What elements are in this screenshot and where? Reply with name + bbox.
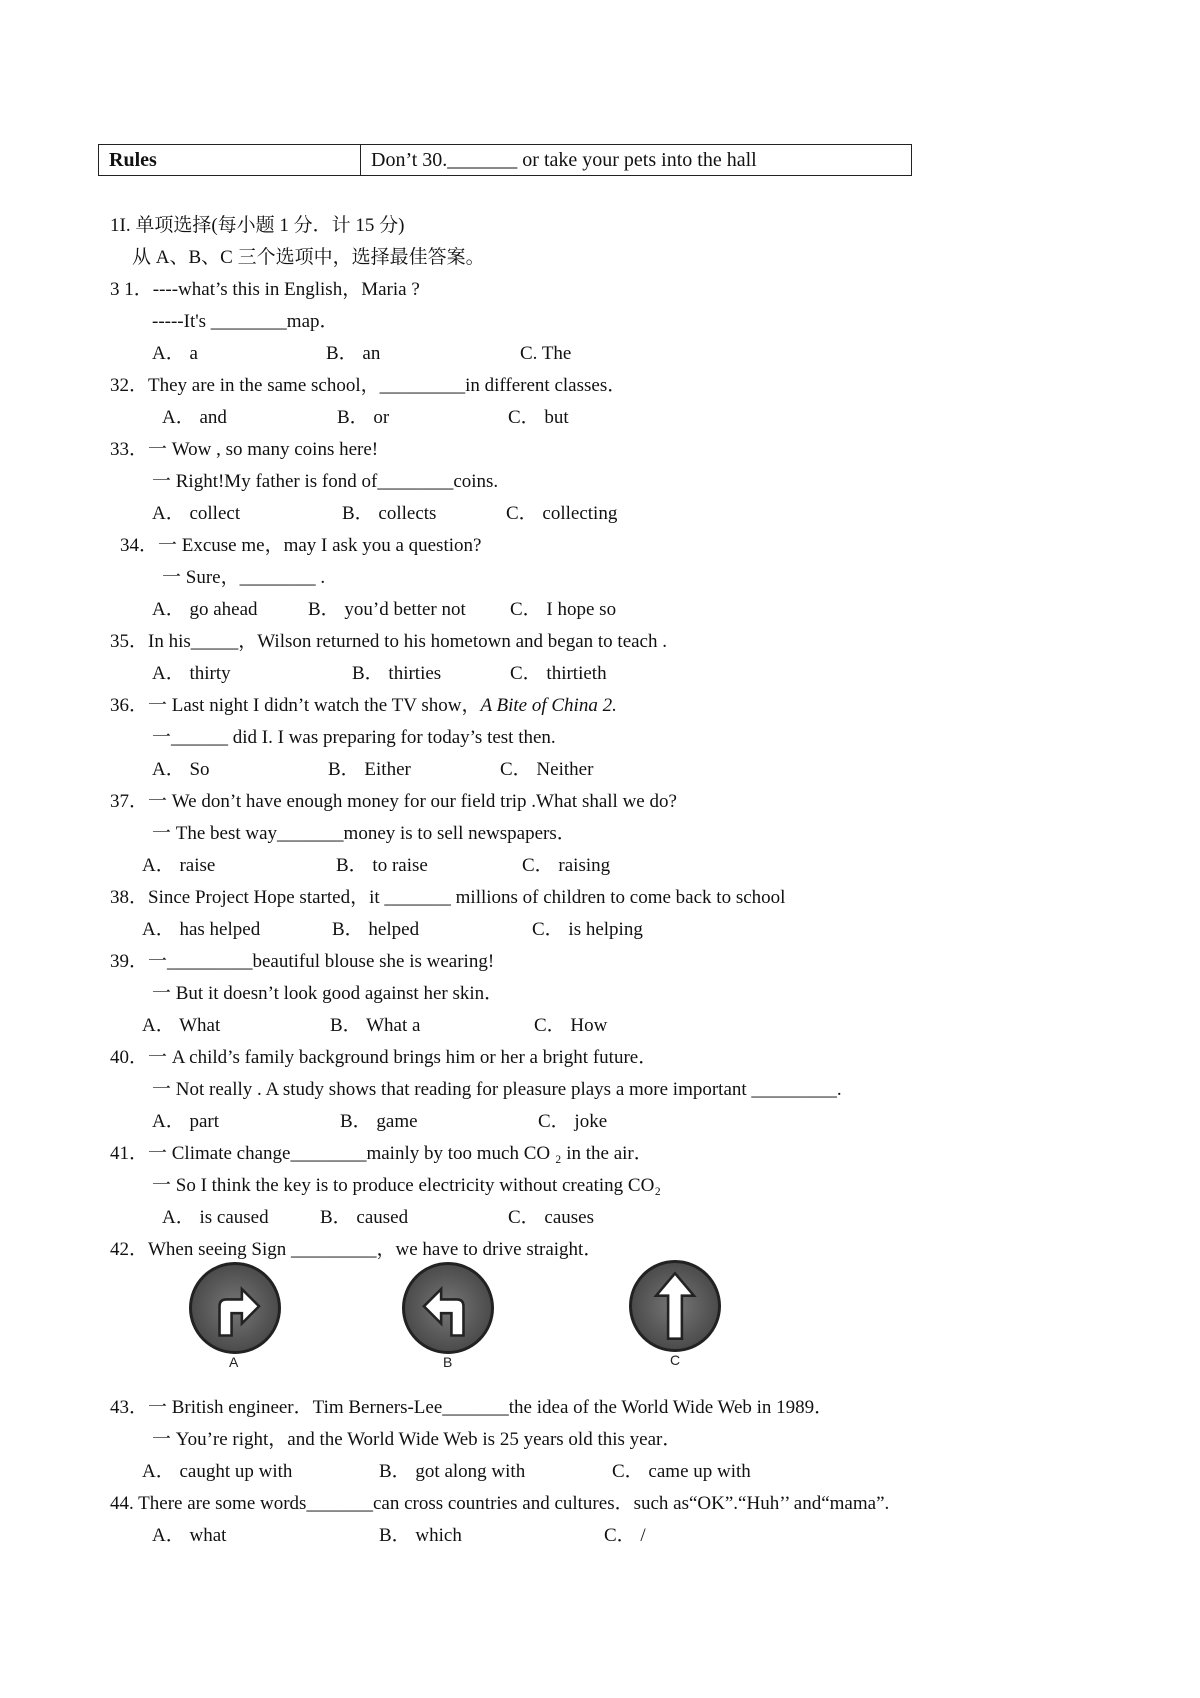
sign-b-left-turn-icon	[402, 1262, 494, 1354]
q44-option-b: B． which	[379, 1525, 462, 1546]
q33-option-a: A． collect	[152, 503, 241, 524]
q41-option-b: B． caused	[320, 1207, 409, 1228]
q35-option-a: A． thirty	[152, 663, 231, 684]
q40-option-c: C． joke	[538, 1111, 608, 1132]
q43-option-a: A． caught up with	[142, 1461, 293, 1482]
q40-option-a: A． part	[152, 1111, 220, 1132]
section-heading: 1I. 单项选择(每小题 1 分．计 15 分)	[110, 215, 405, 236]
q41-option-a: A． is caused	[162, 1207, 269, 1228]
q33-option-c: C． collecting	[506, 503, 618, 524]
rules-row	[99, 145, 912, 176]
q32-stem: 32．They are in the same school，_________in different classes．	[110, 375, 627, 396]
q35-stem: 35．In his_____，Wilson returned to his hometown and began to teach .	[110, 631, 667, 652]
q39-option-a: A． What	[142, 1015, 221, 1036]
q32-option-a: A． and	[162, 407, 227, 428]
rules-table	[98, 144, 912, 176]
q37-option-c: C． raising	[522, 855, 611, 876]
q34-option-c: C． I hope so	[510, 599, 617, 620]
q39-stem: 39．一_________beautiful blouse she is wearing!	[110, 951, 495, 972]
q40-stem: 40．一 A child’s family background brings him or her a bright future．	[110, 1047, 658, 1068]
q39-line2: 一 But it doesn’t look good against her skin．	[152, 983, 504, 1004]
q36-stem-text: 36．一 Last night I didn’t watch the TV show，	[110, 695, 481, 716]
q33-option-b: B． collects	[342, 503, 437, 524]
q40-line2: 一 Not really . A study shows that reading for pleasure plays a more important _________.	[152, 1079, 842, 1100]
q31-stem: 3 1．----what’s this in English，Maria ?	[110, 279, 420, 300]
q34-option-b: B． you’d better not	[308, 599, 466, 620]
sign-b-label: B	[443, 1354, 453, 1370]
q38-option-a: A． has helped	[142, 919, 261, 940]
q37-line2: 一 The best way_______money is to sell newspapers．	[152, 823, 576, 844]
q43-option-b: B． got along with	[379, 1461, 526, 1482]
q36-stem	[110, 694, 617, 718]
q35-option-b: B． thirties	[352, 663, 442, 684]
q37-option-a: A． raise	[142, 855, 216, 876]
sign-c-label: C	[670, 1352, 681, 1368]
q31-line2: -----It's ________map．	[152, 311, 339, 332]
q36-option-c: C． Neither	[500, 759, 594, 780]
q44-option-c: C． /	[604, 1525, 646, 1546]
q36-line2: 一______ did I. I was preparing for today’s test then.	[152, 727, 556, 748]
q36-stem-italic: A Bite of China 2.	[480, 695, 617, 716]
q31-option-c: C. The	[520, 343, 572, 364]
q37-stem: 37．一 We don’t have enough money for our field trip .What shall we do?	[110, 791, 677, 812]
q38-option-b: B． helped	[332, 919, 420, 940]
rules-text: Don’t 30._______ or take your pets into the hall	[361, 145, 912, 176]
q43-stem: 43．一 British engineer．Tim Berners-Lee_______the idea of the World Wide Web in 1989．	[110, 1397, 834, 1418]
q41-option-c: C． causes	[508, 1207, 595, 1228]
sign-c-straight-icon	[629, 1260, 721, 1352]
q44-option-a: A． what	[152, 1525, 227, 1546]
q35-option-c: C． thirtieth	[510, 663, 607, 684]
q43-line2: 一 You’re right，and the World Wide Web is 25 years old this year．	[152, 1429, 682, 1450]
q31-option-a: A． a	[152, 343, 198, 364]
q42-stem: 42．When seeing Sign _________，we have to drive straight．	[110, 1239, 603, 1260]
q33-line2: 一 Right!My father is fond of________coins.	[152, 471, 499, 492]
q32-option-b: B． or	[337, 407, 390, 428]
sign-a-label: A	[229, 1354, 239, 1370]
q39-option-c: C． How	[534, 1015, 608, 1036]
q36-option-b: B． Either	[328, 759, 411, 780]
q34-stem: 34．一 Excuse me，may I ask you a question?	[120, 535, 482, 556]
q43-option-c: C． came up with	[612, 1461, 751, 1482]
q32-option-c: C． but	[508, 407, 569, 428]
q37-option-b: B． to raise	[336, 855, 428, 876]
q44-stem: 44. There are some words_______can cross countries and cultures．such as“OK”.“Huh’’ and“mama”.	[110, 1493, 890, 1514]
q38-option-c: C． is helping	[532, 919, 643, 940]
q34-line2: 一 Sure，________ .	[162, 567, 326, 588]
q31-option-b: B． an	[326, 343, 381, 364]
q40-option-b: B． game	[340, 1111, 418, 1132]
q41-stem: 41．一 Climate change________mainly by too much CO ₂ in the air．	[110, 1143, 653, 1164]
q39-option-b: B． What a	[330, 1015, 421, 1036]
section-instruction: 从 A、B、C 三个选项中，选择最佳答案。	[132, 247, 485, 268]
q41-line2: 一 So I think the key is to produce electricity without creating CO₂	[152, 1175, 661, 1196]
q33-stem: 33．一 Wow , so many coins here!	[110, 439, 379, 460]
q38-stem: 38．Since Project Hope started，it _______ millions of children to come back to school	[110, 887, 786, 908]
sign-a-right-turn-icon	[189, 1262, 281, 1354]
q36-option-a: A． So	[152, 759, 210, 780]
rules-label: Rules	[99, 145, 361, 176]
q34-option-a: A． go ahead	[152, 599, 258, 620]
